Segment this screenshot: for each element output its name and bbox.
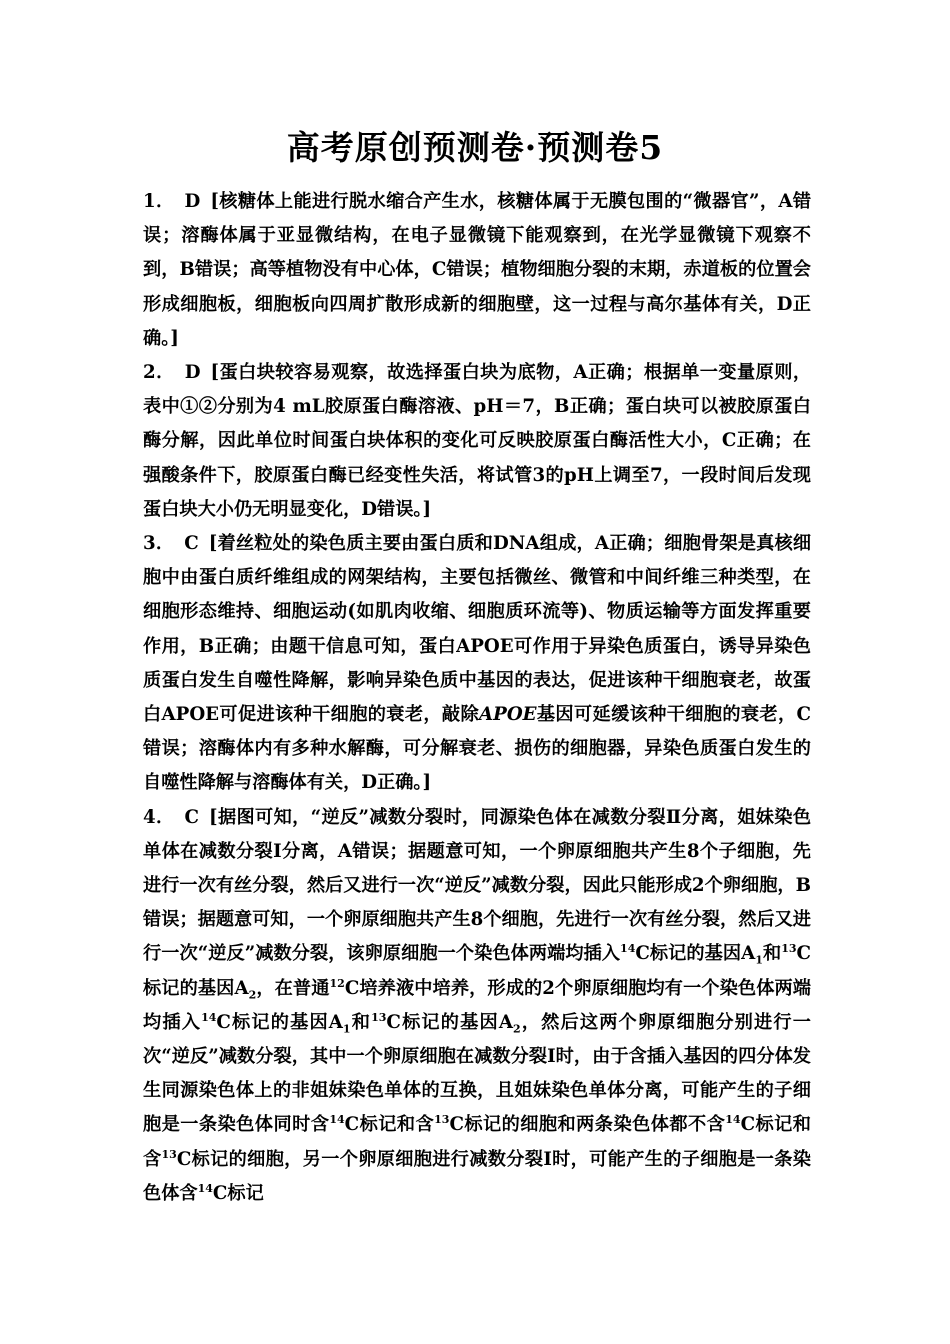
gene-symbol: A: [328, 1011, 343, 1033]
answer-key: D: [184, 191, 201, 212]
isotope-mass: 12: [329, 976, 345, 990]
answer-item-4: [143, 801, 811, 1211]
answer-item-2: [143, 356, 811, 527]
answer-explanation: [核糖体上能进行脱水缩合产生水，核糖体属于无膜包围的“微器官”，A错误；溶酶体属于亚显微结构，在电子显微镜下能观察到，在光学显微镜下观察不到，B错误；高等植物没有中心体，C错误；植物细胞分裂的末期，赤道板的位置会形成细胞板，细胞板向四周扩散形成新的细胞壁，这一过程与高尔基体有关，D正确。]: [143, 191, 812, 349]
answer-text: 标记的细胞，另一个卵原细胞进行减数分裂Ⅰ时，可能产生的子细胞是一条染色体含: [143, 1148, 811, 1204]
answer-text: 标记和含: [359, 1114, 435, 1136]
answer-key: D: [184, 362, 201, 384]
isotope-mass: 14: [329, 1113, 345, 1127]
gene-name: APOE: [479, 704, 537, 726]
gene-subscript: 1: [755, 954, 763, 968]
element-symbol: C: [386, 1011, 401, 1033]
answer-explanation: [蛋白块较容易观察，故选择蛋白块为底物，A正确；根据单一变量原则，表中①②分别为4 mL胶原蛋白酶溶液、pH＝7，B正确；蛋白块可以被胶原蛋白酶分解，因此单位时间蛋白块体积的变化可反映胶原蛋白酶活性大小，C正确；在强酸条件下，胶原蛋白酶已经变性失活，将试管3的pH上调至7，一段时间后发现蛋白块大小仍无明显变化，D错误。]: [143, 362, 812, 520]
element-symbol: C: [176, 1148, 192, 1170]
gene-symbol: A: [741, 943, 756, 965]
element-symbol: C: [344, 977, 360, 999]
answer-number: 4．: [143, 806, 175, 828]
isotope-mass: 13: [371, 1010, 387, 1024]
answer-key: C: [184, 806, 200, 828]
answer-text: 和: [350, 1011, 372, 1033]
gene-symbol: A: [498, 1011, 513, 1033]
answer-item-3: [143, 527, 811, 801]
answer-text: 标记的基因: [400, 1011, 499, 1033]
answer-key: C: [184, 533, 199, 555]
answer-text: 标记和含: [143, 1114, 811, 1170]
answer-explanation: [着丝粒处的染色质主要由蛋白质和DNA组成，A正确；细胞骨架是真核细胞中由蛋白质纤维组成的网架结构，主要包括微丝、微管和中间纤维三种类型，在细胞形态维持、细胞运动(如肌肉收缩、细胞质环流等)、物质运输等方面发挥重要作用，B正确；由题干信息可知，蛋白APOE可作用于异染色质蛋白，诱导异染色质蛋白发生自噬性降解，影响异染色质中基因的表达，促进该种干细胞衰老，故蛋白APOE可促进该种干细胞的衰老，敲除: [143, 533, 812, 726]
answer-list: [143, 185, 811, 1211]
answer-text: 标记的细胞和两条染色体都不含: [463, 1114, 726, 1136]
isotope-mass: 13: [781, 942, 797, 956]
element-symbol: C: [212, 1182, 228, 1204]
answer-number: 2．: [143, 362, 175, 384]
page-title: 高考原创预测卷·预测卷5: [286, 128, 664, 167]
answer-text: [据图可知，“逆反”减数分裂时，同源染色体在减数分裂Ⅱ分离，姐妹染色单体在减数分裂Ⅰ分离，A错误；据题意可知，一个卵原细胞共产生8个子细胞，先进行一次有丝分裂，然后又进行一次“逆反”减数分裂，因此只能形成2个卵细胞，B错误；据题意可知，一个卵原细胞共产生8个细胞，先进行一次有丝分裂，然后又进行一次“逆反”减数分裂，该卵原细胞一个染色体两端均插入: [143, 806, 812, 965]
element-symbol: C: [796, 943, 811, 965]
gene-subscript: 2: [512, 1022, 521, 1036]
gene-subscript: 1: [342, 1022, 351, 1036]
isotope-mass: 14: [725, 1113, 741, 1127]
isotope-mass: 13: [434, 1113, 450, 1127]
answer-text: 标记的基因: [230, 1011, 329, 1033]
answer-text: 标记: [227, 1182, 264, 1204]
element-symbol: C: [449, 1114, 464, 1136]
element-symbol: C: [344, 1114, 360, 1136]
answer-text: 标记的基因: [649, 943, 742, 965]
isotope-mass: 13: [161, 1147, 177, 1161]
isotope-mass: 14: [620, 942, 636, 956]
element-symbol: C: [740, 1114, 756, 1136]
isotope-mass: 14: [197, 1181, 213, 1195]
answer-item-1: [143, 185, 811, 356]
isotope-mass: 14: [201, 1010, 217, 1024]
gene-symbol: A: [234, 977, 249, 999]
gene-subscript: 2: [248, 988, 257, 1002]
answer-text: ，然后这两个卵原细胞分别进行一次“逆反”减数分裂，其中一个卵原细胞在减数分裂Ⅰ时，由于含插入基因的四分体发生同源染色体上的非姐妹染色单体的互换，且姐妹染色单体分离，可能产生的子细胞是一条染色体同时含: [143, 1011, 811, 1136]
element-symbol: C: [635, 943, 650, 965]
element-symbol: C: [216, 1011, 231, 1033]
answer-text: ，在普通: [256, 977, 330, 999]
answer-text: 标记的基因: [143, 977, 235, 999]
answer-text: 和: [762, 943, 782, 965]
answer-number: 3．: [143, 533, 175, 555]
answer-number: 1．: [143, 191, 175, 212]
answer-explanation-continued: 基因可延缓该种干细胞的衰老，C错误；溶酶体内有多种水解酶，可分解衰老、损伤的细胞器，异染色质蛋白发生的自噬性降解与溶酶体有关，D正确。]: [143, 704, 811, 794]
answer-text: 培养液中培养，形成的2个卵原细胞均有一个染色体两端均插入: [143, 977, 811, 1033]
